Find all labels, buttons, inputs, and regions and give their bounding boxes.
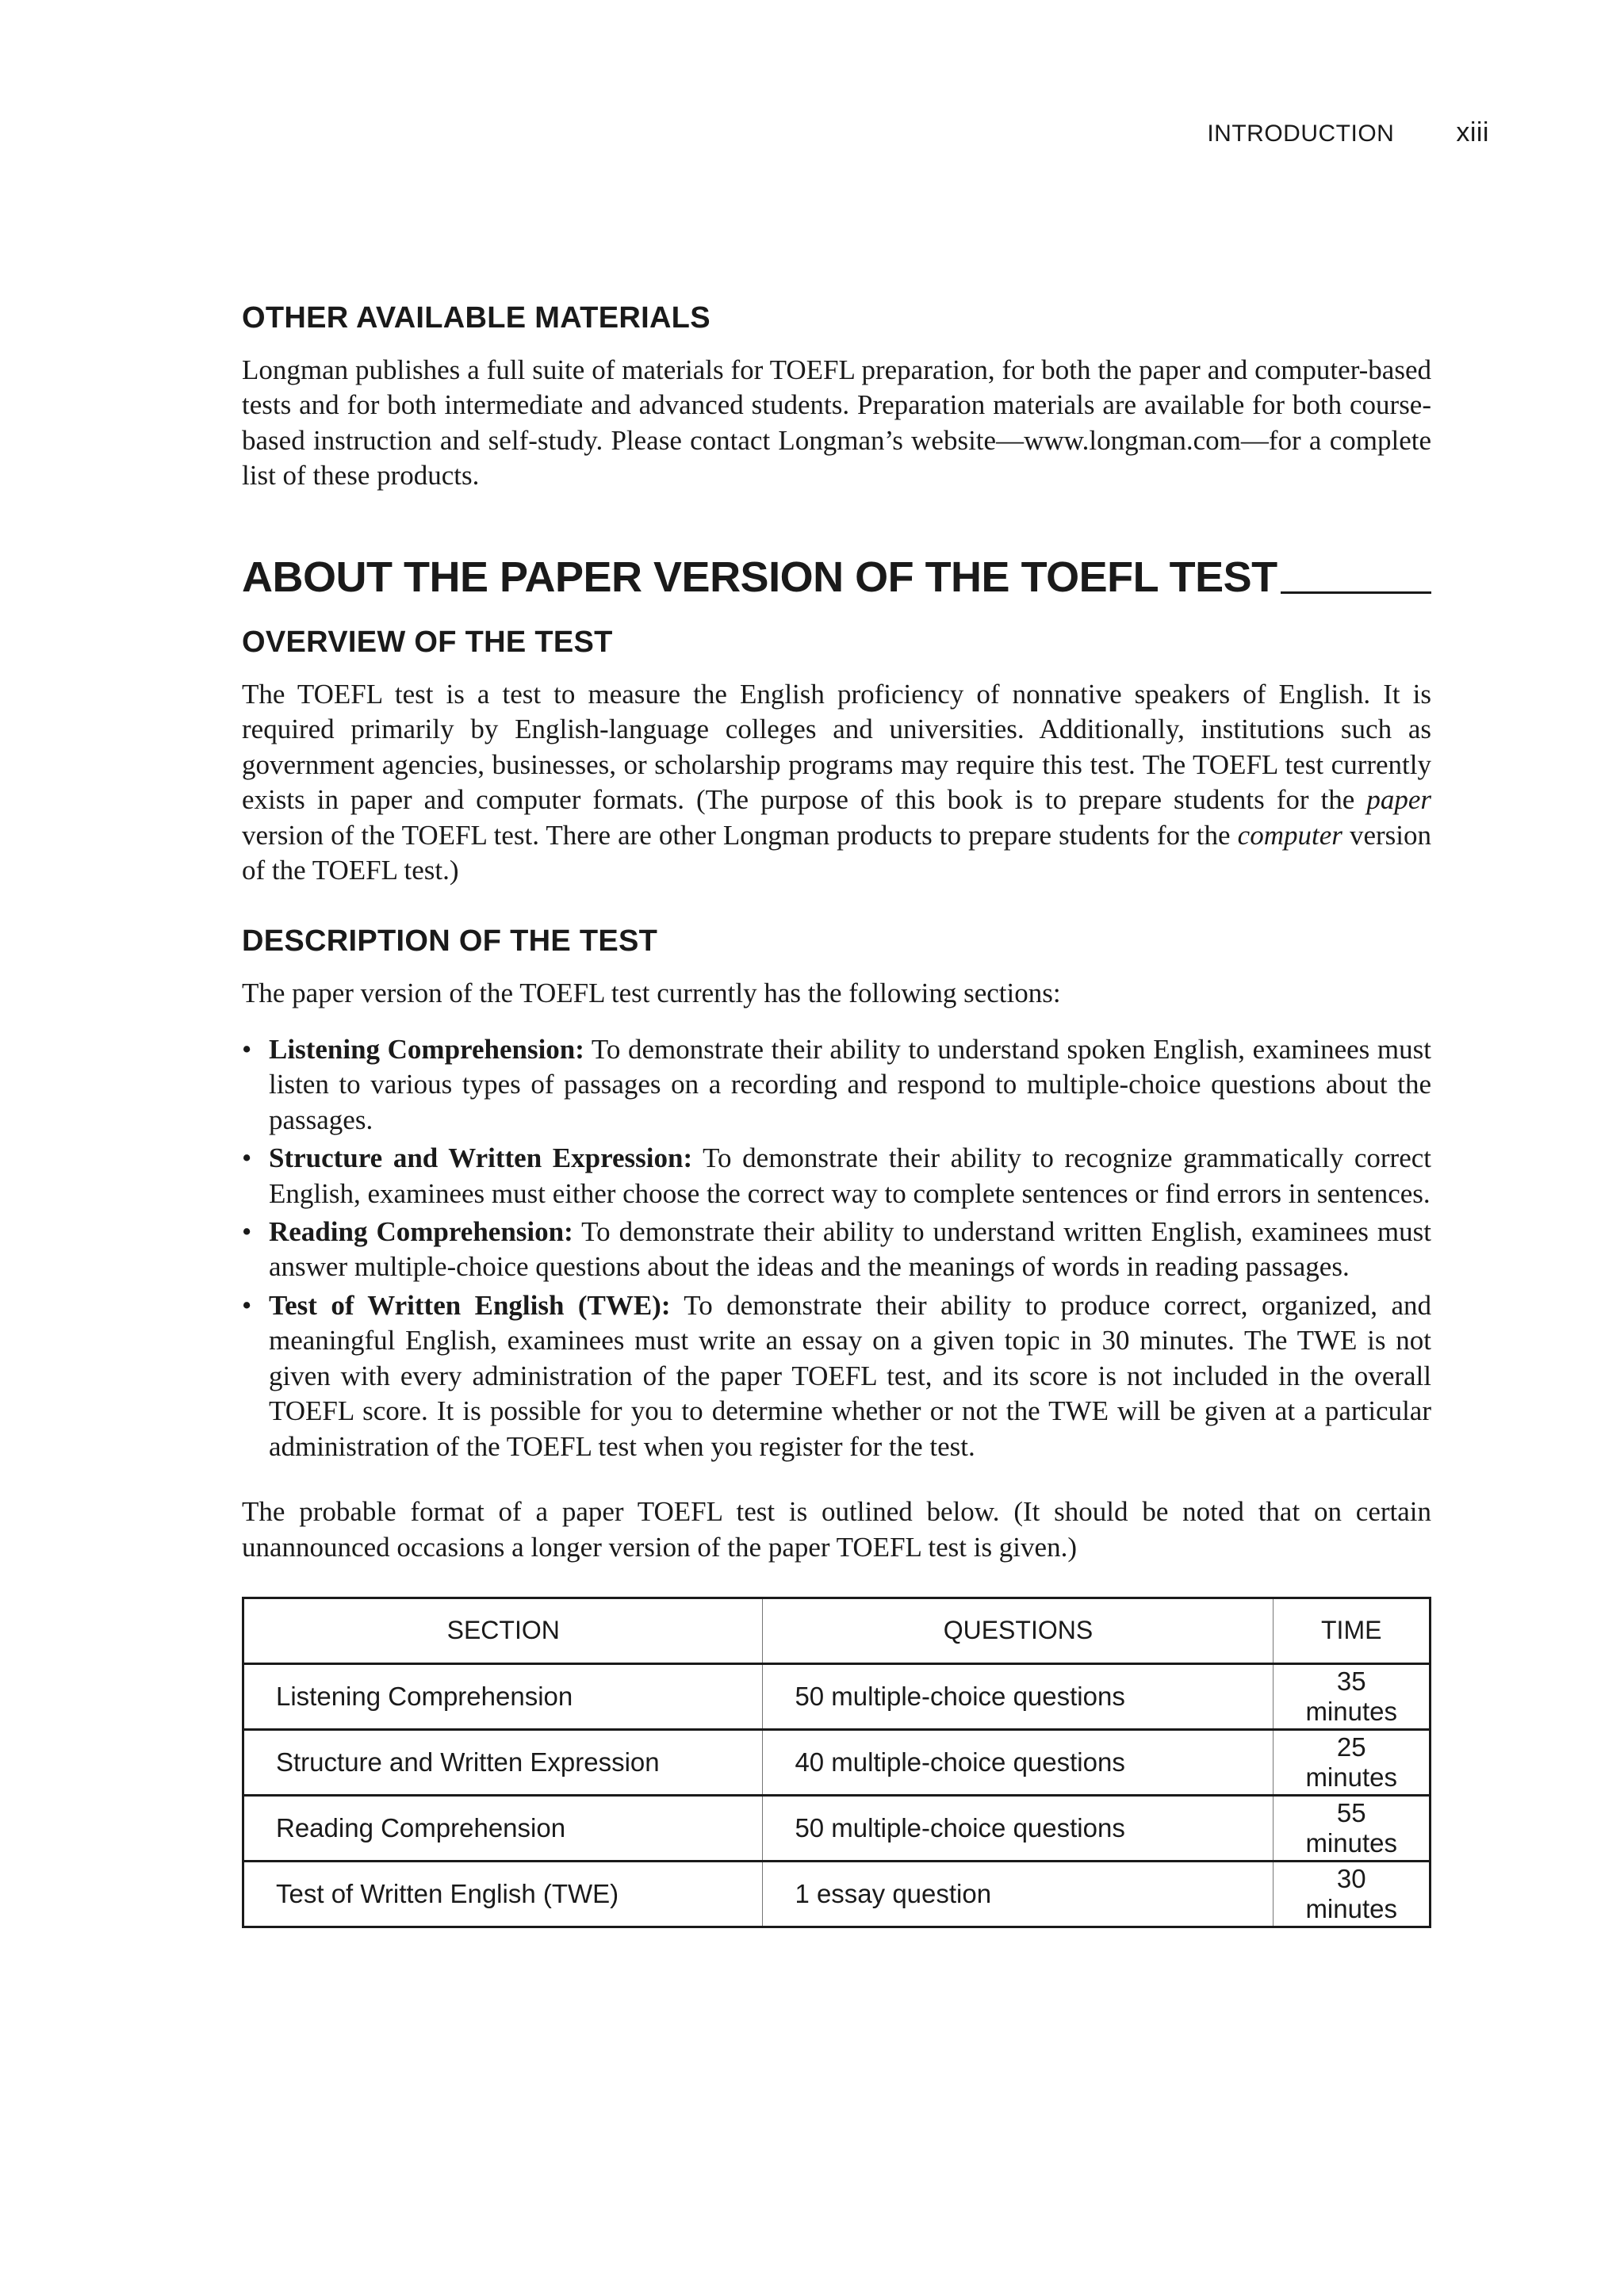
list-item-text: To demonstrate their ability to understand written English, examinees must answer multiple-choice questions about the ideas and the meanings of words in reading passages. [269,1216,1431,1283]
overview-text-1: The TOEFL test is a test to measure the English proficiency of nonnative speakers of English. It is required primarily by English-language colleges and universities. Additionally, institutions such as government agencies, businesses, or scholarship programs may require this test. The TOEFL test currently exists in paper and computer formats. (The purpose of this book is to prepare students for the [242,678,1431,816]
table-cell-section: Structure and Written Expression [243,1729,763,1795]
bullet-icon: • [242,1216,252,1247]
format-intro: The probable format of a paper TOEFL test is outlined below. (It should be noted that on certain unannounced occasions a longer version of the paper TOEFL test is given.) [242,1496,1431,1563]
about-paper-version-heading [242,553,1431,602]
list-item-term: Reading Comprehension: [269,1216,573,1247]
overview-heading: OVERVIEW OF THE TEST [242,625,613,659]
list-item-term: Test of Written English (TWE): [269,1289,671,1321]
bullet-icon: • [242,1289,252,1321]
table-cell-questions: 40 multiple-choice questions [763,1729,1274,1795]
test-format-table [242,1597,1431,1928]
overview-emphasis-paper: paper [1366,784,1431,816]
list-item-term: Structure and Written Expression: [269,1142,693,1174]
about-paper-version-title: ABOUT THE PAPER VERSION OF THE TOEFL TEST [242,553,1277,601]
description-intro: The paper version of the TOEFL test currently has the following sections: [242,978,1061,1009]
list-item [242,1141,1431,1211]
table-cell-time: 35 minutes [1274,1663,1431,1729]
column-header-questions: QUESTIONS [763,1598,1274,1663]
bullet-icon: • [242,1142,252,1174]
page-content [242,301,1431,1928]
overview-body [242,677,1431,889]
other-materials-heading: OTHER AVAILABLE MATERIALS [242,301,710,335]
bullet-icon: • [242,1033,252,1065]
heading-rule [1281,591,1431,594]
list-item-text: To demonstrate their ability to understand spoken English, examinees must listen to various types of passages on a recording and respond to multiple-choice questions about the passages. [269,1033,1431,1135]
table-row [243,1663,1431,1729]
list-item-text: To demonstrate their ability to produce correct, organized, and meaningful English, examinees must write an essay on a given topic in 30 minutes. The TWE is not given with every administration of the paper TOEFL test, and its score is not included in the overall TOEFL score. It is possible for you to determine whether or not the TWE will be given at a particular administration of the TOEFL test when you register for the test. [269,1289,1431,1462]
table-cell-time: 55 minutes [1274,1795,1431,1861]
overview-text-3: version of the TOEFL test.) [242,819,1431,886]
description-heading: DESCRIPTION OF THE TEST [242,924,658,959]
table-cell-section: Test of Written English (TWE) [243,1861,763,1927]
list-item [242,1215,1431,1285]
table-cell-time: 30 minutes [1274,1861,1431,1927]
table-row [243,1729,1431,1795]
table-row [243,1795,1431,1861]
table-cell-questions: 50 multiple-choice questions [763,1663,1274,1729]
table-row [243,1861,1431,1927]
section-list [242,1032,1431,1464]
table-header-row [243,1598,1431,1663]
overview-text-2: version of the TOEFL test. There are other Longman products to prepare students for the [242,819,1238,851]
table-cell-questions: 50 multiple-choice questions [763,1795,1274,1861]
table-cell-section: Reading Comprehension [243,1795,763,1861]
table-cell-section: Listening Comprehension [243,1663,763,1729]
column-header-section: SECTION [243,1598,763,1663]
table-cell-time: 25 minutes [1274,1729,1431,1795]
running-head-section: INTRODUCTION [1207,121,1395,147]
column-header-time: TIME [1274,1598,1431,1663]
running-head [1207,117,1489,148]
list-item-term: Listening Comprehension: [269,1033,584,1065]
page-number: xiii [1456,117,1489,147]
other-materials-body: Longman publishes a full suite of materials for TOEFL preparation, for both the paper and computer-based tests and for both intermediate and advanced students. Preparation materials are available for both course-based instruction and self-study. Please contact Longman’s website—www.longman.com—for a complete list of these products. [242,354,1431,492]
table-cell-questions: 1 essay question [763,1861,1274,1927]
list-item [242,1288,1431,1464]
list-item [242,1032,1431,1138]
overview-emphasis-computer: computer [1237,819,1342,851]
list-item-text: To demonstrate their ability to recognize grammatically correct English, examinees must either choose the correct way to complete sentences or find errors in sentences. [269,1142,1432,1209]
